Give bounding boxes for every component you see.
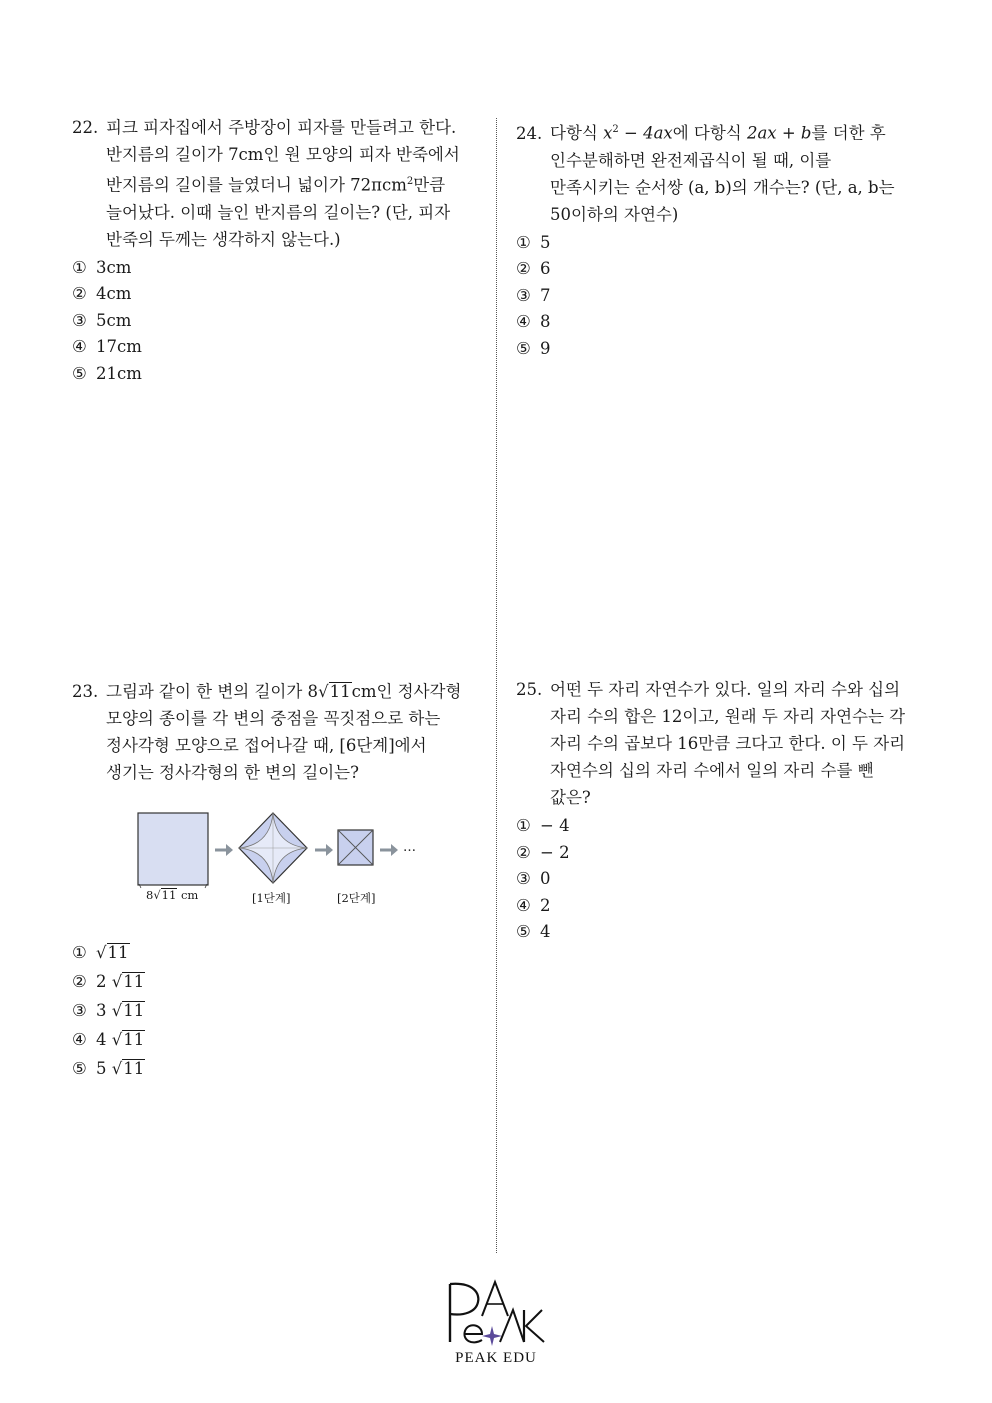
choice-3[interactable]: ③ 7 — [516, 285, 551, 305]
arrow-right-icon — [380, 844, 398, 856]
problem-number: 25. — [516, 680, 543, 699]
choice-3[interactable]: ③ 0 — [516, 869, 551, 888]
ellipsis: … — [403, 840, 416, 855]
problem-22-line-4: 늘어났다. 이때 늘인 반지름의 길이는? (단, 피자 — [106, 202, 451, 222]
problem-25-line-3: 자리 수의 곱보다 16만큼 크다고 한다. 이 두 자리 — [550, 734, 906, 753]
choice-1[interactable]: ① − 4 — [516, 816, 570, 835]
problem-24 — [516, 116, 926, 362]
step1-label: [1단계] — [252, 891, 291, 905]
problem-23-line-4: 생기는 정사각형의 한 변의 길이는? — [106, 763, 359, 782]
choice-2[interactable]: ② 4cm — [72, 284, 132, 303]
choice-2[interactable]: ② − 2 — [516, 842, 570, 862]
choice-1[interactable]: ① 5 — [516, 232, 551, 252]
problem-25 — [516, 676, 936, 946]
choice-2[interactable]: ② 2 √11 — [72, 972, 145, 991]
choice-3[interactable]: ③ 5cm — [72, 310, 132, 330]
choice-list — [516, 813, 936, 946]
choice-list — [72, 938, 492, 1083]
step2-folded-square — [338, 830, 373, 865]
step1-folded-square — [239, 813, 307, 883]
problem-23-line-1: 23. 그림과 같이 한 변의 길이가 8√11cm인 정사각형 — [72, 678, 492, 705]
choice-list — [516, 230, 926, 363]
problem-25-line-2: 자리 수의 합은 12이고, 원래 두 자리 자연수는 각 — [550, 707, 906, 726]
problem-23-line-3: 정사각형 모양으로 접어나갈 때, [6단계]에서 — [106, 736, 427, 755]
problem-25-line-4: 자연수의 십의 자리 수에서 일의 자리 수를 뺀 — [550, 761, 874, 780]
choice-1[interactable]: ① 3cm — [72, 257, 132, 277]
choice-4[interactable]: ④ 8 — [516, 312, 551, 331]
step2-label: [2단계] — [337, 891, 376, 905]
problem-23-line-2: 모양의 종이를 각 변의 중점을 꼭짓점으로 하는 — [106, 709, 441, 728]
choice-1[interactable]: ① √11 — [72, 943, 129, 962]
problem-number: 24. — [516, 123, 543, 143]
peak-edu-logo — [440, 1276, 552, 1376]
problem-22 — [72, 114, 482, 387]
choice-5[interactable]: ⑤ 9 — [516, 338, 551, 358]
choice-5[interactable]: ⑤ 4 — [516, 922, 551, 941]
choice-4[interactable]: ④ 17cm — [72, 337, 142, 356]
choice-5[interactable]: ⑤ 21cm — [72, 363, 142, 383]
problem-22-line-2: 반지름의 길이가 7cm인 원 모양의 피자 반죽에서 — [106, 145, 460, 164]
sqrt-expression: √11 — [318, 682, 351, 701]
choice-list — [72, 255, 482, 388]
problem-24-line-1: 24. 다항식 $x^2 - 4ax$에 다항식 2ax + b를 더한 후 — [516, 116, 926, 147]
arrow-right-icon — [315, 844, 333, 856]
peak-logo-mark — [440, 1276, 552, 1350]
logo-text: PEAK EDU — [455, 1350, 537, 1366]
problem-25-line-1: 25. 어떤 두 자리 자연수가 있다. 일의 자리 수와 십의 — [516, 676, 936, 703]
choice-4[interactable]: ④ 2 — [516, 895, 551, 915]
choice-2[interactable]: ② 6 — [516, 259, 551, 278]
problem-22-line-5: 반죽의 두께는 생각하지 않는다.) — [106, 229, 341, 249]
folding-square-figure — [135, 810, 425, 910]
problem-number: 23. — [72, 682, 99, 701]
problem-24-line-3: 만족시키는 순서쌍 (a, b)의 개수는? (단, a, b는 — [550, 177, 895, 197]
problem-25-line-5: 값은? — [550, 788, 591, 807]
initial-square — [138, 813, 208, 885]
choice-3[interactable]: ③ 3 √11 — [72, 1001, 145, 1020]
problem-22-line-1: 22. 피크 피자집에서 주방장이 피자를 만들려고 한다. — [72, 114, 482, 141]
column-divider — [496, 118, 497, 1253]
problem-22-line-3: 반지름의 길이를 늘였더니 넓이가 72πcm$^2$만큼 — [106, 175, 446, 195]
problem-24-line-4: 50이하의 자연수) — [550, 204, 679, 224]
problem-24-line-2: 인수분해하면 완전제곱식이 될 때, 이를 — [550, 150, 832, 170]
arrow-right-icon — [215, 844, 233, 856]
choice-5[interactable]: ⑤ 5 √11 — [72, 1059, 145, 1078]
choice-4[interactable]: ④ 4 √11 — [72, 1030, 145, 1049]
side-length-label: 8√11 cm — [146, 888, 199, 902]
problem-number: 22. — [72, 118, 99, 137]
